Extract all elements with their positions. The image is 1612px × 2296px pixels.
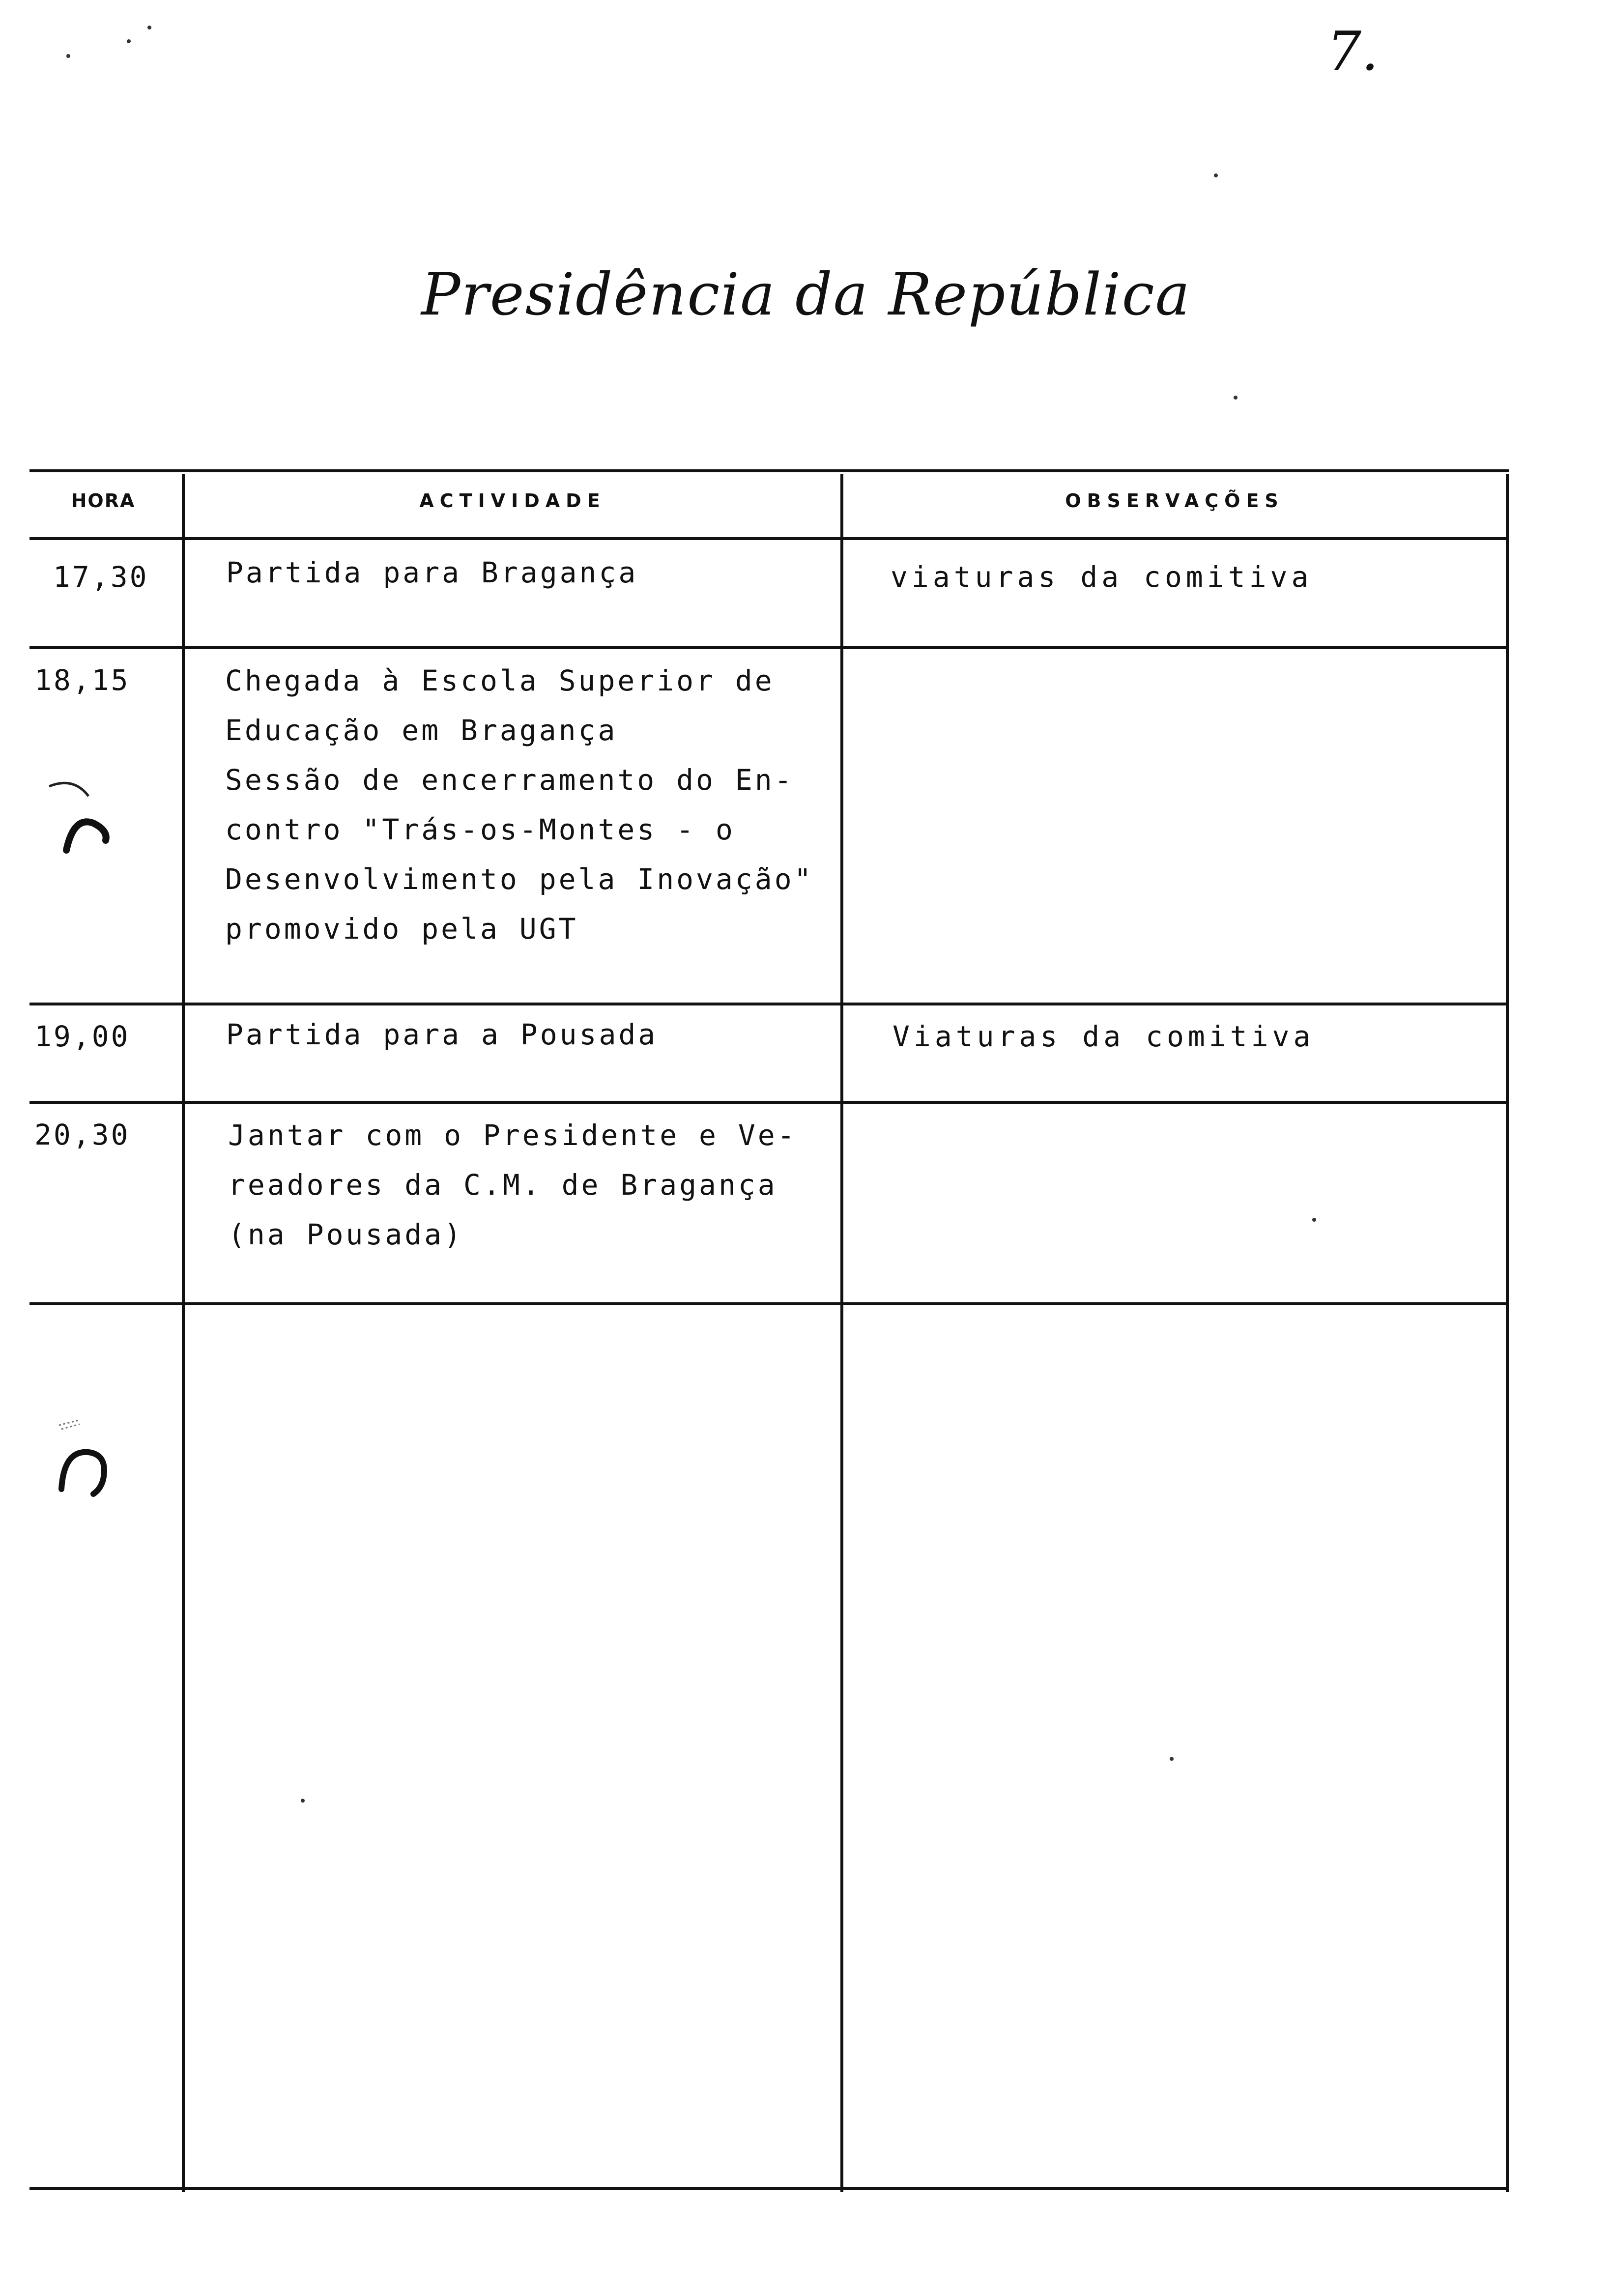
row-actividade: Partida para a Pousada — [226, 1018, 658, 1051]
header-observacoes: OBSERVAÇÕES — [1065, 490, 1284, 512]
header-hora: HORA — [71, 490, 136, 512]
row-divider — [29, 1003, 1509, 1005]
row-hora: 17,30 — [53, 560, 149, 594]
pen-mark-upper — [39, 776, 118, 855]
header-bottom-rule — [29, 537, 1509, 540]
table-top-rule — [29, 469, 1509, 472]
row-hora: 18,15 — [34, 663, 130, 697]
table-bottom-rule — [29, 2187, 1509, 2190]
scan-speck — [301, 1799, 305, 1803]
column-divider-hora — [182, 474, 185, 2192]
row-divider — [29, 646, 1509, 649]
scan-speck — [1170, 1757, 1174, 1761]
row-divider — [29, 1101, 1509, 1104]
letterhead-title: Presidência da República — [421, 260, 1191, 328]
scan-speck — [1234, 396, 1238, 400]
row-actividade: Partida para Bragança — [226, 556, 638, 589]
scan-speck — [1312, 1218, 1316, 1222]
row-hora: 20,30 — [34, 1118, 130, 1151]
schedule-table — [29, 469, 1509, 2192]
row-actividade: Jantar com o Presidente e Ve- readores da C.M. de Bragança (na Pousada) — [228, 1119, 797, 1251]
header-actividade: ACTIVIDADE — [419, 490, 606, 512]
table-right-rule — [1506, 474, 1509, 2192]
page-number: 7. — [1327, 20, 1379, 83]
pen-mark-upper-hook — [66, 822, 106, 850]
pen-mark-upper-stroke — [49, 783, 88, 796]
row-actividade: Chegada à Escola Superior de Educação em Bragança Sessão de encerramento do En- contro "Trás-os-Montes - o Desenvolvimento pela Inovação" promovido pela UGT — [225, 664, 814, 946]
row-hora: 19,00 — [34, 1020, 130, 1053]
scan-speck — [66, 54, 70, 58]
scan-speck — [127, 39, 131, 43]
pen-mark-lower-hook — [61, 1452, 104, 1494]
scan-speck — [147, 26, 151, 29]
row-observacoes: viaturas da comitiva — [891, 560, 1313, 594]
scan-speck — [1214, 173, 1218, 177]
pen-mark-lower-dots — [59, 1420, 80, 1429]
row-divider — [29, 1302, 1509, 1305]
row-observacoes: Viaturas da comitiva — [892, 1020, 1315, 1053]
pen-mark-lower — [49, 1415, 128, 1504]
